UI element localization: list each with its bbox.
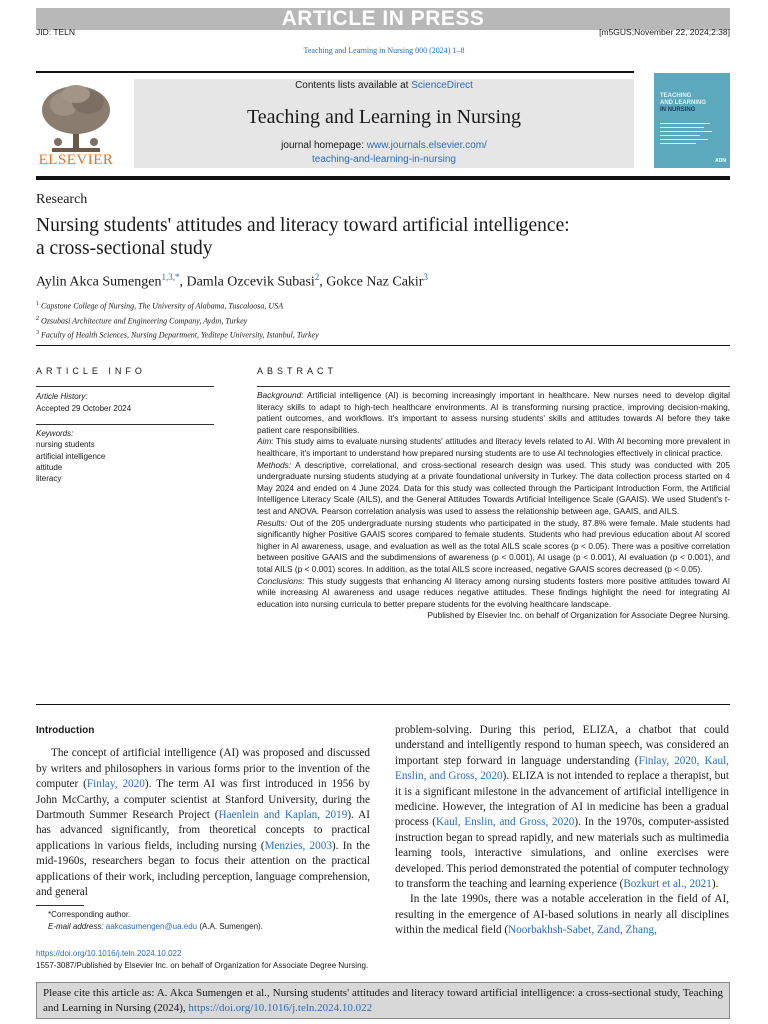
author-name[interactable]: Gokce Naz Cakir bbox=[326, 274, 424, 290]
abstract-text: This study suggests that enhancing AI literacy among nursing students fosters more positive attitudes toward AI while increasing AI awareness and usage reduces negative attitudes. These findings highlight the need for integrating AI education into nursing curricula to better prepare students for the evolving healthcare landscape. bbox=[257, 575, 730, 609]
email-note bbox=[36, 921, 370, 933]
front-matter-rule bbox=[36, 345, 730, 346]
affiliation bbox=[36, 298, 319, 313]
abstract-label: Results: bbox=[257, 517, 287, 528]
abstract-background bbox=[257, 390, 730, 436]
body-text: The concept of artificial intelligence (AI) was proposed and discussed by writers and philosophers in various forms prior to the invention of the computer ( bbox=[36, 747, 370, 791]
author-sep: , bbox=[179, 274, 187, 290]
keyword: literacy bbox=[36, 474, 62, 484]
article-title bbox=[36, 214, 716, 260]
body-paragraph bbox=[395, 723, 729, 892]
author-name[interactable]: Damla Ozcevik Subasi bbox=[186, 274, 315, 290]
citation-link[interactable]: Menzies, 2003 bbox=[264, 839, 332, 852]
abstract-text: Artificial intelligence (AI) is becoming increasingly important in healthcare. New nurses need to develop digital literacy skills to adapt to high-tech healthcare environments. AI is transforming nursing practice, improving decision-making, patient outcomes, and workflows. It's important to assess nursing students' skills and attitudes towards AI before they take patient care responsibilities. bbox=[257, 390, 730, 435]
journal-reference[interactable]: Teaching and Learning in Nursing 000 (2024) 1–8 bbox=[303, 46, 465, 55]
keyword: attitude bbox=[36, 462, 63, 472]
article-info-heading: ARTICLE INFO bbox=[36, 366, 146, 376]
build-stamp: [m5GUS;November 22, 2024;2:38] bbox=[599, 27, 730, 37]
journal-id: JID: TELN bbox=[36, 27, 76, 37]
sciencedirect-link[interactable]: ScienceDirect bbox=[411, 80, 473, 91]
email-link[interactable]: aakcasumengen@ua.edu bbox=[105, 921, 198, 931]
body-text: ). In the mid-1960s, researchers began to focus their attention on the practical applications of their work, including perception, language comprehension, and general bbox=[36, 839, 370, 899]
article-title-line1: Nursing students' attitudes and literacy toward artificial intelligence: bbox=[36, 215, 570, 236]
abstract-end-rule bbox=[36, 704, 730, 705]
abstract-label: Conclusions: bbox=[257, 575, 305, 586]
affiliation-text: Faculty of Health Sciences, Nursing Department, Yeditepe University, Istanbul, Turkey bbox=[41, 330, 319, 340]
body-text: ). The term AI was first introduced in 1956 by John McCarthy, a computer scientist at Stanford University, during the Dartmouth Summer Research Project ( bbox=[36, 778, 370, 822]
affiliation-number: 1 bbox=[36, 301, 39, 307]
cover-title-line2: AND LEARNING bbox=[660, 100, 706, 106]
doi-link[interactable]: https://doi.org/10.1016/j.teln.2024.10.022 bbox=[36, 949, 182, 958]
citation-link[interactable]: Bozkurt et al., 2021 bbox=[623, 878, 712, 891]
contents-prefix: Contents lists available at bbox=[295, 80, 412, 91]
author-affil-sup[interactable]: 3 bbox=[423, 272, 428, 282]
citation-link[interactable]: Noorbakhsh-Sabet, Zand, Zhang, bbox=[508, 924, 657, 937]
abstract-label: Background: bbox=[257, 390, 304, 400]
cover-title-line3: IN NURSING bbox=[660, 107, 696, 113]
body-paragraph bbox=[395, 892, 729, 938]
body-column-left bbox=[36, 723, 370, 900]
contents-line bbox=[134, 80, 634, 91]
article-in-press-banner: ARTICLE IN PRESS bbox=[36, 8, 730, 30]
abstract-text: This study aims to evaluate nursing students' attitudes and literacy levels related to AI. With AI becoming more prevalent in healthcare, it's important to understand how prepared nursing students are to use AI technologies effectively in clinical practice. bbox=[257, 436, 730, 458]
footnotes bbox=[36, 909, 370, 932]
citation-link[interactable]: Kaul, Enslin, and Gross, 2020 bbox=[436, 816, 575, 829]
keywords bbox=[36, 428, 214, 484]
history-label: Article History: bbox=[36, 392, 88, 401]
keyword: artificial intelligence bbox=[36, 451, 106, 461]
abstract-heading: ABSTRACT bbox=[257, 366, 338, 376]
keyword: nursing students bbox=[36, 440, 95, 450]
abstract-conclusions bbox=[257, 576, 730, 611]
citation-link[interactable]: Haenlein and Kaplan, 2019 bbox=[218, 809, 348, 822]
article-title-line2: a cross-sectional study bbox=[36, 238, 213, 259]
article-section: Research bbox=[36, 192, 88, 207]
history-value: Accepted 29 October 2024 bbox=[36, 403, 132, 413]
abstract-text: A descriptive, correlational, and cross-sectional research design was used. This study was conducted with 205 undergraduate nursing students studying at a private foundational university in Turkey. The data collection process started on 4 May 2024 and ended on 4 June 2024. Data for this study was collected through the Participant Introduction Form, the Artificial Intelligence Literacy Scale (AILS), and the General Attitudes Towards Artificial Intelligence Scale (GAAIS). We used Student's t-test and ANOVA. Pearson correlation analysis was used to assess the relationship between age, GAAIS, and AILS. bbox=[257, 459, 730, 516]
author-affil-sup[interactable]: 1,3,* bbox=[161, 272, 180, 282]
cover-title-line1: TEACHING bbox=[660, 93, 692, 99]
journal-cover-thumbnail[interactable] bbox=[654, 73, 730, 168]
info-rule bbox=[36, 386, 214, 387]
corresponding-author-note: *Corresponding author. bbox=[48, 910, 131, 919]
citation-doi-link[interactable]: https://doi.org/10.1016/j.teln.2024.10.022 bbox=[188, 1002, 373, 1014]
abstract-publisher-note: Published by Elsevier Inc. on behalf of Organization for Associate Degree Nursing. bbox=[427, 610, 730, 621]
article-history bbox=[36, 391, 214, 414]
elsevier-wordmark[interactable]: ELSEVIER bbox=[38, 152, 114, 168]
body-paragraph bbox=[36, 746, 370, 900]
body-text: ). bbox=[711, 878, 719, 891]
author-name[interactable]: Aylin Akca Sumengen bbox=[36, 274, 162, 290]
citation-link[interactable]: Finlay, 2020, Kaul, Enslin, and Gross, 2020 bbox=[395, 754, 729, 783]
issn-line: 1557-3087/Published by Elsevier Inc. on behalf of Organization for Associate Degree Nursing. bbox=[36, 961, 369, 970]
citation-text: Please cite this article as: A. Akca Sumengen et al., Nursing students' attitudes and literacy toward artificial intelligence: a cross-sectional study, Teaching and Learning in Nursing (2024), bbox=[43, 987, 723, 1014]
homepage-link-line2[interactable]: teaching-and-learning-in-nursing bbox=[312, 154, 456, 165]
citation-link[interactable]: Finlay, 2020 bbox=[86, 778, 145, 791]
abstract-methods bbox=[257, 460, 730, 518]
abstract-results bbox=[257, 518, 730, 576]
abstract-label: Methods: bbox=[257, 459, 292, 470]
body-text: problem-solving. During this period, ELIZA, a chatbot that could understand and intelligently respond to human speech, was considered an important step forward in language understanding ( bbox=[395, 724, 729, 767]
citation-box bbox=[36, 982, 730, 1019]
affiliation-text: Capstone College of Nursing, The University of Alabama, Tuscaloosa, USA bbox=[41, 301, 284, 311]
journal-title: Teaching and Learning in Nursing bbox=[246, 106, 522, 128]
affiliation bbox=[36, 327, 319, 342]
abstract-aim bbox=[257, 436, 730, 459]
homepage-prefix: journal homepage: bbox=[281, 140, 367, 151]
header-bottom-rule bbox=[36, 176, 730, 180]
info-rule bbox=[36, 424, 214, 425]
body-text: ). ELIZA is not intended to replace a therapist, but it is a significant milestone in the advancement of artificial intelligence in medicine. However, the integration of AI in medicine has been a gradual process ( bbox=[395, 770, 729, 829]
footnote-rule bbox=[36, 905, 84, 906]
author-list bbox=[36, 272, 428, 291]
author-affil-sup[interactable]: 2 bbox=[314, 272, 320, 282]
affiliation-list bbox=[36, 298, 319, 342]
body-text: In the late 1990s, there was a notable acceleration in the field of AI, resulting in the emergence of AI-based solutions in nearly all disciplines within the medical field ( bbox=[395, 893, 729, 937]
affiliation bbox=[36, 313, 319, 328]
cover-logo: ADN bbox=[715, 158, 726, 164]
abstract-text: Out of the 205 undergraduate nursing students who participated in the study, 87.8% were female. Male students had significantly higher Positive GAAIS scores compared to female students. Students who had previous education about AI scored higher in AI awareness, usage, and evaluation as well as the total AILS scale scores (p < 0.05). There was a positive correlation between positive GAAIS and the subdimensions of awareness (p < 0.001), AI usage (p < 0.001), AI evaluation (p < 0.001), and total AILS (p < 0.001) scores. In addition, as the total AILS score increased, negative GAAIS scores decreased (p < 0.05). bbox=[257, 517, 730, 574]
abstract-rule bbox=[257, 386, 730, 387]
affiliation-text: Ozsubasi Architecture and Engineering Company, Aydın, Turkey bbox=[41, 316, 248, 326]
body-text: ). In the 1970s, computer-assisted instruction began to spread rapidly, and new materials such as multimedia learning tools, interactive simulations, and online exercises were developed. This period demonstrated the potential of computer technology to transform the teaching and learning experience ( bbox=[395, 816, 729, 891]
body-text: ). AI has advanced significantly, from theoretical concepts to practical applications in various fields, including nursing ( bbox=[36, 809, 370, 852]
journal-homepage bbox=[134, 139, 634, 167]
affiliation-number: 3 bbox=[36, 330, 39, 337]
email-suffix: (A.A. Sumengen). bbox=[197, 921, 263, 931]
keywords-label: Keywords: bbox=[36, 429, 74, 438]
body-column-right bbox=[395, 723, 729, 939]
cover-title bbox=[660, 93, 706, 114]
introduction-heading: Introduction bbox=[36, 725, 95, 736]
author-sep: , bbox=[319, 274, 327, 290]
affiliation-number: 2 bbox=[36, 315, 39, 322]
homepage-link-line1[interactable]: www.journals.elsevier.com/ bbox=[366, 140, 487, 151]
abstract-label: Aim: bbox=[257, 436, 274, 447]
email-label: E-mail address: bbox=[48, 921, 106, 931]
abstract-body bbox=[257, 390, 730, 622]
header-top-rule bbox=[36, 71, 634, 73]
